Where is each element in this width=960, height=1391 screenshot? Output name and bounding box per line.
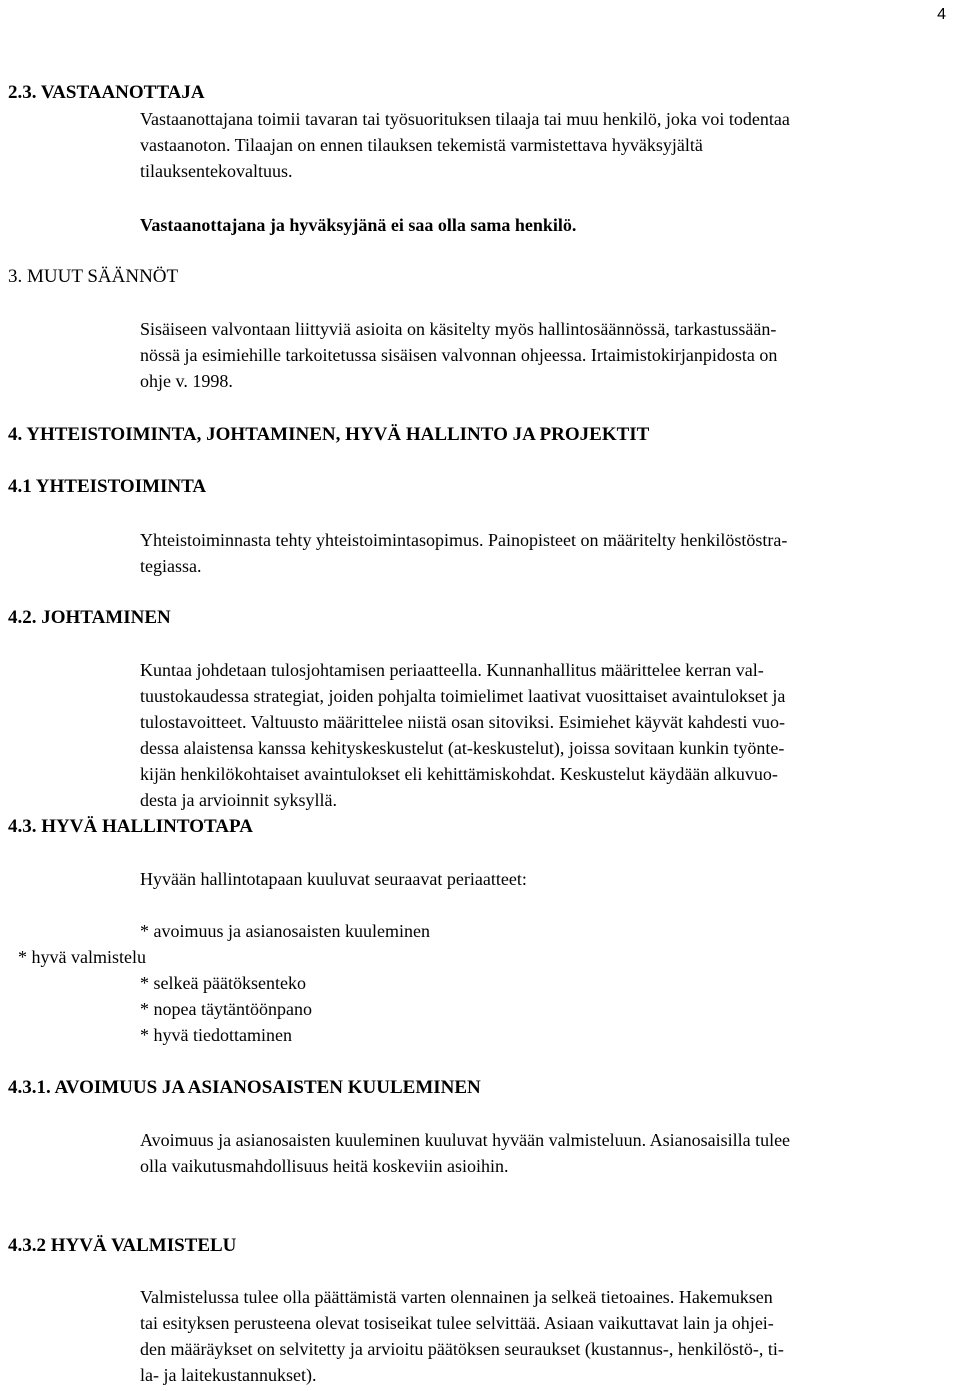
paragraph-line: Kuntaa johdetaan tulosjohtamisen periaatteella. Kunnanhallitus määrittelee kerran val-	[140, 660, 764, 680]
section-4-3-heading: 4.3. HYVÄ HALLINTOTAPA	[8, 816, 253, 837]
paragraph-line: Valmistelussa tulee olla päättämistä varten olennainen ja selkeä tietoaines. Hakemuksen	[140, 1287, 773, 1307]
paragraph-line: Avoimuus ja asianosaisten kuuleminen kuuluvat hyvään valmisteluun. Asianosaisilla tulee	[140, 1130, 791, 1150]
paragraph-line: vastaanoton. Tilaajan on ennen tilauksen tekemistä varmistettava hyväksyjältä	[140, 135, 703, 155]
section-2-3-paragraph	[140, 106, 955, 184]
paragraph-line: kijän henkilökohtaiset avaintulokset eli kehittämiskohdat. Keskustelut käydään alkuvuo-	[140, 764, 778, 784]
section-4-3-1-paragraph	[140, 1127, 955, 1179]
list-item: * hyvä tiedottaminen	[140, 1025, 292, 1045]
section-3-paragraph	[140, 316, 955, 394]
paragraph-line: la- ja laitekustannukset).	[140, 1365, 317, 1385]
section-4-heading: 4. YHTEISTOIMINTA, JOHTAMINEN, HYVÄ HALLINTO JA PROJEKTIT	[8, 424, 650, 445]
list-item: * nopea täytäntöönpano	[140, 999, 312, 1019]
paragraph-line: tulostavoitteet. Valtuusto määrittelee niistä osan sitoviksi. Esimiehet käyvät kahdesti vuo-	[140, 712, 786, 732]
list-item: * avoimuus ja asianosaisten kuuleminen	[140, 921, 430, 941]
paragraph-line: tilauksentekovaltuus.	[140, 161, 293, 181]
section-4-3-intro: Hyvään hallintotapaan kuuluvat seuraavat periaatteet:	[140, 869, 527, 889]
section-4-3-2-heading: 4.3.2 HYVÄ VALMISTELU	[8, 1235, 237, 1256]
paragraph-line: ohje v. 1998.	[140, 371, 233, 391]
paragraph-line: tuustokaudessa strategiat, joiden pohjalta toimielimet laativat vuosittaiset avaintulokset ja	[140, 686, 786, 706]
paragraph-line: Yhteistoiminnasta tehty yhteistoimintasopimus. Painopisteet on määritelty henkilöstöstra-	[140, 530, 788, 550]
paragraph-line: olla vaikutusmahdollisuus heitä koskeviin asioihin.	[140, 1156, 509, 1176]
section-4-3-1-heading: 4.3.1. AVOIMUUS JA ASIANOSAISTEN KUULEMINEN	[8, 1077, 481, 1098]
paragraph-line: dessa alaistensa kanssa kehityskeskustelut (at-keskustelut), joissa sovitaan kunkin työnte-	[140, 738, 785, 758]
bold-note: Vastaanottajana ja hyväksyjänä ei saa olla sama henkilö.	[140, 215, 577, 235]
section-4-2-paragraph	[140, 657, 955, 813]
paragraph-line: Sisäiseen valvontaan liittyviä asioita on käsitelty myös hallintosäännössä, tarkastussään-	[140, 319, 777, 339]
paragraph-line: Vastaanottajana toimii tavaran tai työsuorituksen tilaaja tai muu henkilö, joka voi todentaa	[140, 109, 790, 129]
paragraph-line: desta ja arvioinnit syksyllä.	[140, 790, 337, 810]
paragraph-line: tegiassa.	[140, 556, 202, 576]
paragraph-line: den määräykset on selvitetty ja arvioitu päätöksen seuraukset (kustannus-, henkilöstö-, ti-	[140, 1339, 784, 1359]
paragraph-line: nössä ja esimiehille tarkoitetussa sisäisen valvonnan ohjeessa. Irtaimistokirjanpidosta on	[140, 345, 778, 365]
section-3-heading: 3. MUUT SÄÄNNÖT	[8, 266, 179, 287]
list-item: * selkeä päätöksenteko	[140, 973, 306, 993]
section-4-1-paragraph	[140, 527, 955, 579]
list-item: * hyvä valmistelu	[18, 947, 146, 967]
section-2-3-heading: 2.3. VASTAANOTTAJA	[8, 82, 205, 103]
page-number: 4	[937, 6, 946, 23]
section-4-3-2-paragraph	[140, 1284, 955, 1388]
section-4-2-heading: 4.2. JOHTAMINEN	[8, 607, 171, 628]
section-4-1-heading: 4.1 YHTEISTOIMINTA	[8, 476, 207, 497]
paragraph-line: tai esityksen perusteena olevat tosiseikat tulee selvittää. Asiaan vaikuttavat lain ja ohjei-	[140, 1313, 774, 1333]
